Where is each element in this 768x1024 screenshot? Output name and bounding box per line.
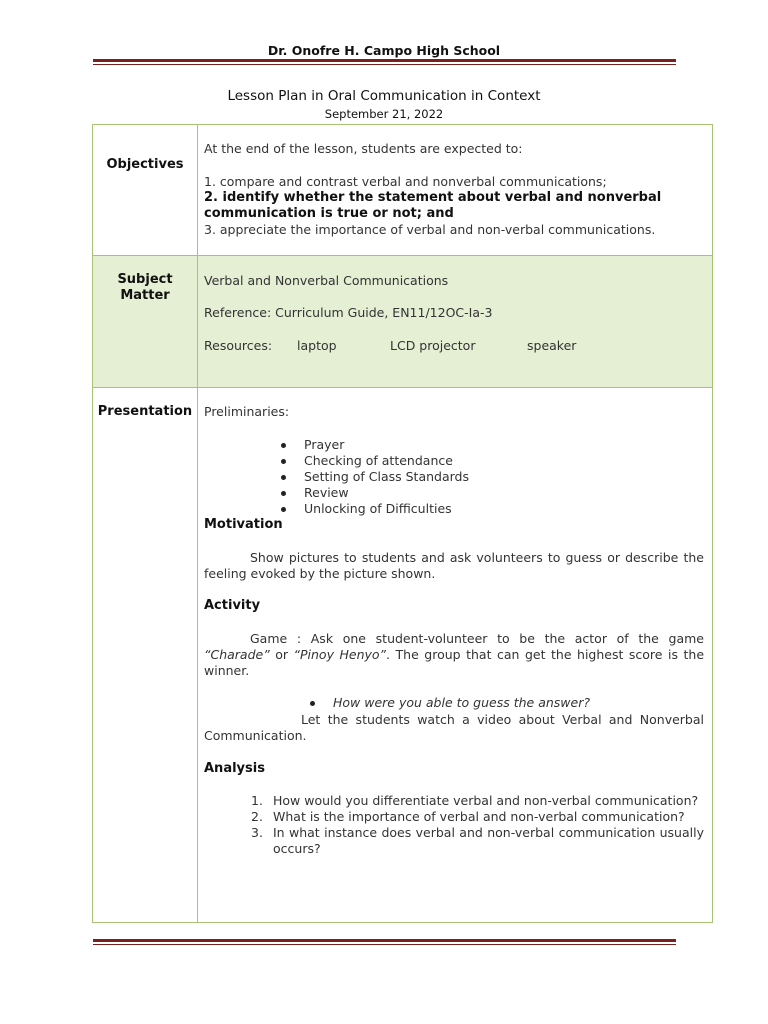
game-charade: “Charade”	[204, 647, 270, 662]
document-date: September 21, 2022	[324, 107, 444, 121]
school-name: Dr. Onofre H. Campo High School	[267, 43, 501, 58]
objectives-label: Objectives	[93, 125, 198, 255]
objective-3: 3. appreciate the importance of verbal and non-verbal communications.	[204, 222, 656, 237]
objectives-intro: At the end of the lesson, students are expected to:	[204, 141, 523, 156]
preliminary-item: Setting of Class Standards	[281, 469, 469, 484]
resources-label: Resources:	[204, 338, 273, 353]
resource-speaker: speaker	[527, 338, 577, 353]
preliminaries-label: Preliminaries:	[204, 404, 290, 419]
activity-text-line-2: “Charade” or “Pinoy Henyo”. The group that can get the highest score is the	[204, 647, 705, 662]
motivation-text-line-2: feeling evoked by the picture shown.	[204, 566, 436, 581]
activity-text-line-3: winner.	[204, 663, 250, 678]
motivation-heading: Motivation	[204, 517, 283, 532]
analysis-heading: Analysis	[204, 761, 265, 776]
analysis-question-1: How would you differentiate verbal and non-verbal communication?	[273, 793, 699, 808]
analysis-number: 1.	[251, 793, 263, 808]
video-text-line-1: Let the students watch a video about Verbal and Nonverbal	[301, 712, 704, 727]
motivation-text-line-1: Show pictures to students and ask volunteers to guess or describe the	[250, 550, 704, 565]
subject-matter-row	[93, 256, 712, 388]
analysis-question-2: What is the importance of verbal and non-verbal communication?	[273, 809, 685, 824]
subject-topic: Verbal and Nonverbal Communications	[204, 273, 449, 288]
preliminary-item: Review	[281, 485, 349, 500]
activity-heading: Activity	[204, 598, 261, 613]
resource-laptop: laptop	[297, 338, 337, 353]
analysis-question-3-line-2: occurs?	[273, 841, 321, 856]
objective-2-line-1: 2. identify whether the statement about verbal and nonverbal	[204, 190, 662, 205]
footer-rule	[93, 939, 676, 945]
preliminary-item: Prayer	[281, 437, 344, 452]
game-pinoy-henyo: “Pinoy Henyo”	[293, 647, 387, 662]
lesson-plan-table	[92, 124, 713, 923]
subject-matter-label: Subject Matter	[93, 256, 198, 387]
analysis-number: 3.	[251, 825, 263, 840]
resource-lcd-projector: LCD projector	[390, 338, 476, 353]
objective-1: 1. compare and contrast verbal and nonverbal communications;	[204, 174, 607, 189]
presentation-label: Presentation	[93, 388, 198, 922]
objectives-row	[93, 125, 712, 256]
activity-text-line-1: Game : Ask one student-volunteer to be the actor of the game	[250, 631, 704, 646]
preliminary-item: Unlocking of Difficulties	[281, 501, 452, 516]
presentation-row	[93, 388, 712, 922]
preliminary-item: Checking of attendance	[281, 453, 453, 468]
objective-2-line-2: communication is true or not; and	[204, 206, 454, 221]
analysis-question-3-line-1: In what instance does verbal and non-verbal communication usually	[273, 825, 704, 840]
header-rule	[93, 59, 676, 65]
analysis-number: 2.	[251, 809, 263, 824]
activity-question: How were you able to guess the answer?	[310, 695, 590, 710]
subject-reference: Reference: Curriculum Guide, EN11/12OC-Ia-3	[204, 305, 493, 320]
document-title: Lesson Plan in Oral Communication in Context	[227, 88, 541, 104]
video-text-line-2: Communication.	[204, 728, 307, 743]
